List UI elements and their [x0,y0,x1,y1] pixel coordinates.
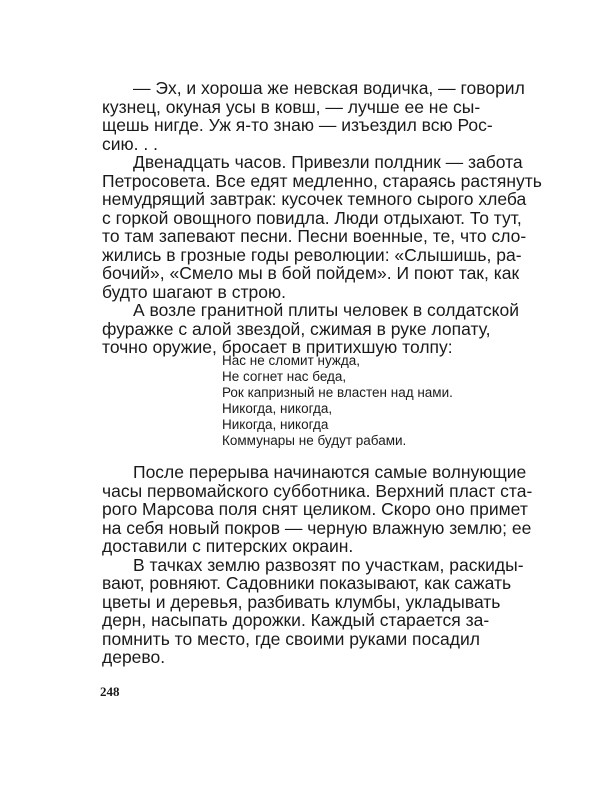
poem-line: Коммунары не будут рабами. [222,433,407,448]
text-line: на себя новый покров — черную влажную землю; ее [102,517,532,538]
text-line: точно оружие, бросает в притихшую толпу: [102,337,453,357]
poem-line: Не согнет нас беда, [222,369,347,384]
text-line: жились в грозные годы революции: «Слышишь, ра- [102,244,522,265]
text-line: сию. . . [102,133,158,154]
text-line: цветы и деревья, разбивать клумбы, укладывать [102,591,501,612]
text-line: — Эх, и хороша же невская водичка, — говорил [133,78,525,98]
poem-line: Нас не сломит нужда, [222,353,361,368]
text-line: дерн, насыпать дорожки. Каждый старается за- [102,610,490,630]
text-line: вают, ровняют. Садовники показывают, как сажать [102,573,512,593]
poem-line: Рок капризный не властен над нами. [222,385,453,400]
text-line: А возле гранитной плиты человек в солдатской [133,300,519,320]
text-line: то там запевают песни. Песни военные, те, что сло- [102,226,527,246]
text-line: кузнец, окуная усы в ковш, — лучше ее не сы- [102,96,481,117]
page-number: 248 [100,683,120,699]
text-line: немудрящий завтрак: кусочек темного сырого хлеба [102,189,527,209]
text-line: помнить то место, где своими руками посадил [102,628,480,649]
text-line: с горкой овощного повидла. Люди отдыхают. То тут, [102,207,522,228]
text-line: рого Марсова поля снят целиком. Скоро оно примет [102,499,528,519]
text-line: В тачках землю развозят по участкам, раскиды- [133,554,524,575]
text-line: Двенадцать часов. Привезли полдник — забота [133,152,523,172]
text-line: доставили с питерских окраин. [102,536,354,556]
text-line: часы первомайского субботника. Верхний пласт ста- [102,480,533,501]
poem-line: Никогда, никогда [222,417,329,432]
text-line: будто шагают в строю. [102,281,286,302]
text-line: дерево. [102,647,166,667]
text-line: После перерыва начинаются самые волнующие [133,462,527,482]
text-line: Петросовета. Все едят медленно, стараясь растянуть [102,170,542,191]
text-line: фуражке с алой звездой, сжимая в руке лопату, [102,318,491,339]
poem-line: Никогда, никогда, [222,401,333,416]
text-line: щешь нигде. Уж я-то знаю — изъездил всю Рос- [102,115,493,135]
text-line: бочий», «Смело мы в бой пойдем». И поют так, как [102,263,520,283]
